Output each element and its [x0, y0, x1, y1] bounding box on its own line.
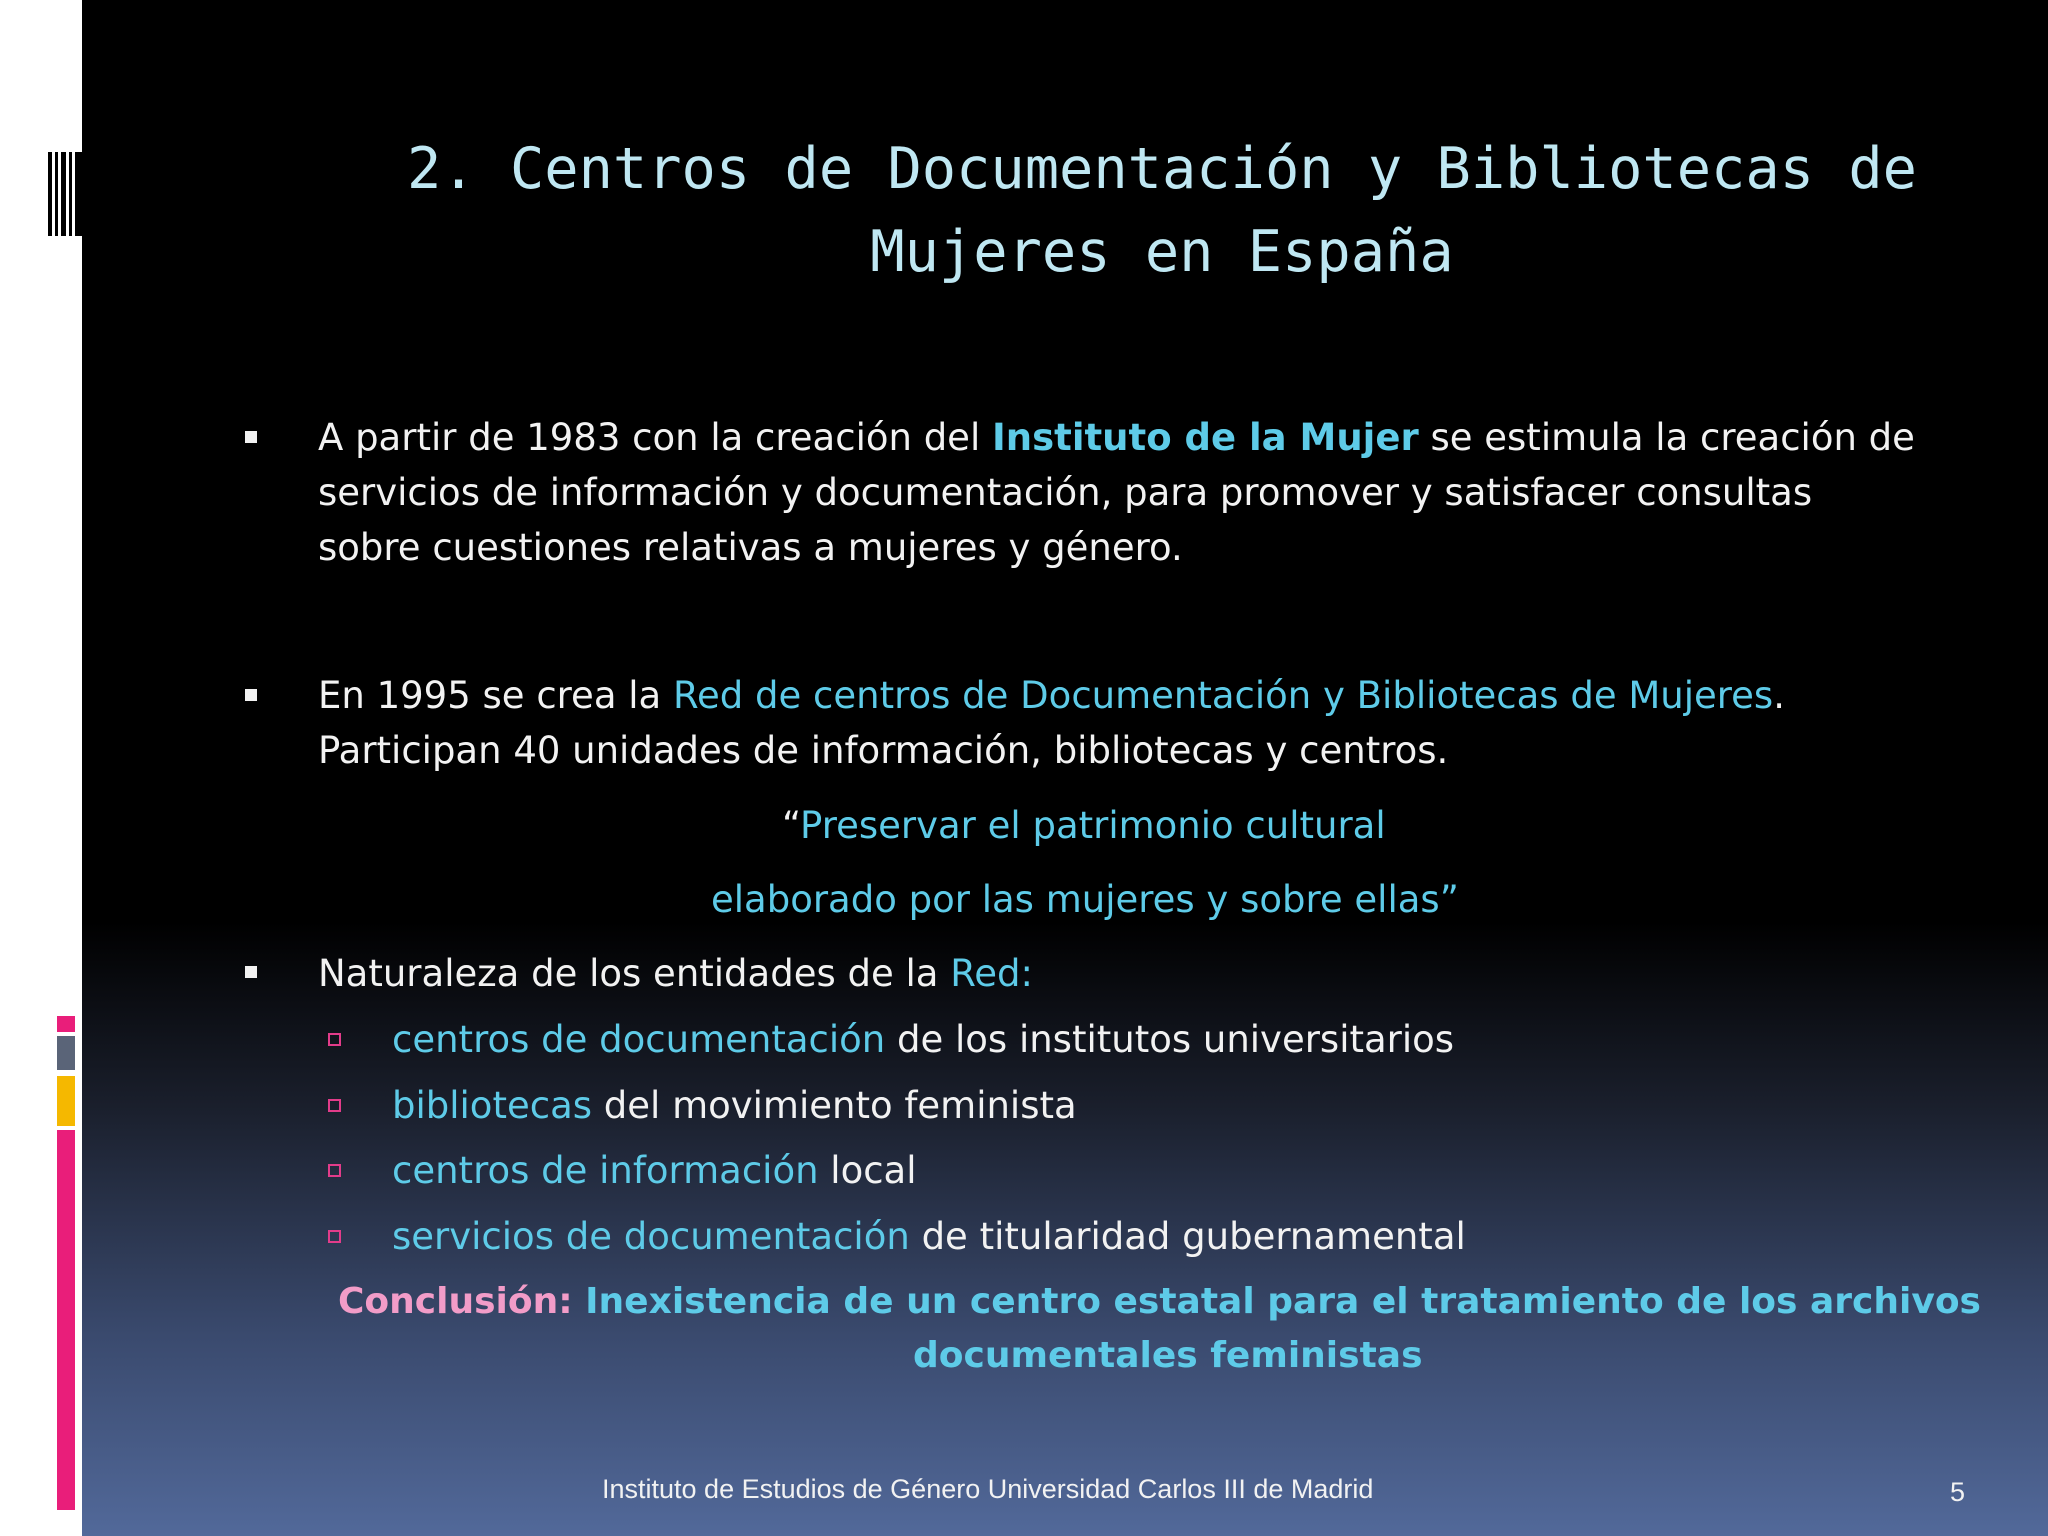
bullet-3-text: Naturaleza de los entidades de la [318, 952, 951, 995]
accent-bar-pink-top [57, 1016, 75, 1032]
bullet-1-line-3: sobre cuestiones relativas a mujeres y género. [318, 526, 1183, 569]
sub-item-1 [392, 1012, 1454, 1067]
conclusion-line-1 [338, 1274, 1981, 1329]
conclusion-label: Conclusión: [338, 1281, 573, 1322]
barcode-decoration [48, 152, 82, 236]
footer-institution: Instituto de Estudios de Género Universidad Carlos III de Madrid [602, 1474, 1374, 1504]
bullet-marker [245, 431, 257, 443]
slide [82, 0, 2048, 1536]
bullet-marker [245, 966, 257, 978]
bullet-1-text: A partir de 1983 con la creación del [318, 416, 992, 459]
bullet-2-text: En 1995 se crea la [318, 674, 673, 717]
left-decoration-strip [0, 0, 82, 1536]
red-highlight: Red: [950, 952, 1033, 995]
accent-bar-yellow [57, 1076, 75, 1126]
sub-item-3 [392, 1143, 917, 1198]
sub-item-4 [392, 1209, 1466, 1264]
bullet-3-line [318, 946, 1033, 1001]
title-line-1: 2. Centros de Documentación y Bibliotecas de [407, 136, 1917, 202]
bullet-1-line-2: servicios de información y documentación, para promover y satisfacer consultas [318, 471, 1813, 514]
quote-line-2: elaborado por las mujeres y sobre ellas” [711, 878, 1459, 921]
title-line-2: Mujeres en España [870, 219, 1454, 285]
sub-item-3-text: local [818, 1149, 917, 1192]
sub-bullet-marker [328, 1033, 341, 1046]
sub-item-2-text: del movimiento feminista [592, 1084, 1077, 1127]
bullet-1-text: se estimula la creación de [1418, 416, 1915, 459]
bullet-2-text: . [1773, 674, 1785, 717]
accent-bar-gray [57, 1036, 75, 1070]
bullet-1-line-1 [318, 410, 1915, 465]
quote-line-1 [782, 798, 1386, 853]
sub-item-4-highlight: servicios de documentación [392, 1215, 910, 1258]
quote-mark: “ [782, 804, 801, 847]
sub-bullet-marker [328, 1164, 341, 1177]
quote-text: Preservar el patrimonio cultural [800, 804, 1386, 847]
red-centros-highlight: Red de centros de Documentación y Bibliotecas de Mujeres [672, 674, 1774, 717]
sub-bullet-marker [328, 1099, 341, 1112]
instituto-mujer-highlight: Instituto de la Mujer [992, 416, 1419, 459]
sub-item-3-highlight: centros de información [392, 1149, 819, 1192]
accent-bar-pink [57, 1130, 75, 1510]
sub-item-2-highlight: bibliotecas [392, 1084, 593, 1127]
sub-bullet-marker [328, 1230, 341, 1243]
sub-item-1-highlight: centros de documentación [392, 1018, 886, 1061]
sub-item-1-text: de los institutos universitarios [885, 1018, 1455, 1061]
slide-title [282, 128, 2042, 294]
bullet-2-line-2: Participan 40 unidades de información, bibliotecas y centros. [318, 729, 1449, 772]
bullet-2-line-1 [318, 668, 1785, 723]
page-number: 5 [1950, 1477, 1966, 1507]
sub-item-2 [392, 1078, 1077, 1133]
sub-item-4-text: de titularidad gubernamental [909, 1215, 1466, 1258]
bullet-marker [245, 689, 257, 701]
conclusion-text: Inexistencia de un centro estatal para el tratamiento de los archivos [572, 1281, 1981, 1322]
conclusion-line-2: documentales feministas [913, 1335, 1423, 1376]
